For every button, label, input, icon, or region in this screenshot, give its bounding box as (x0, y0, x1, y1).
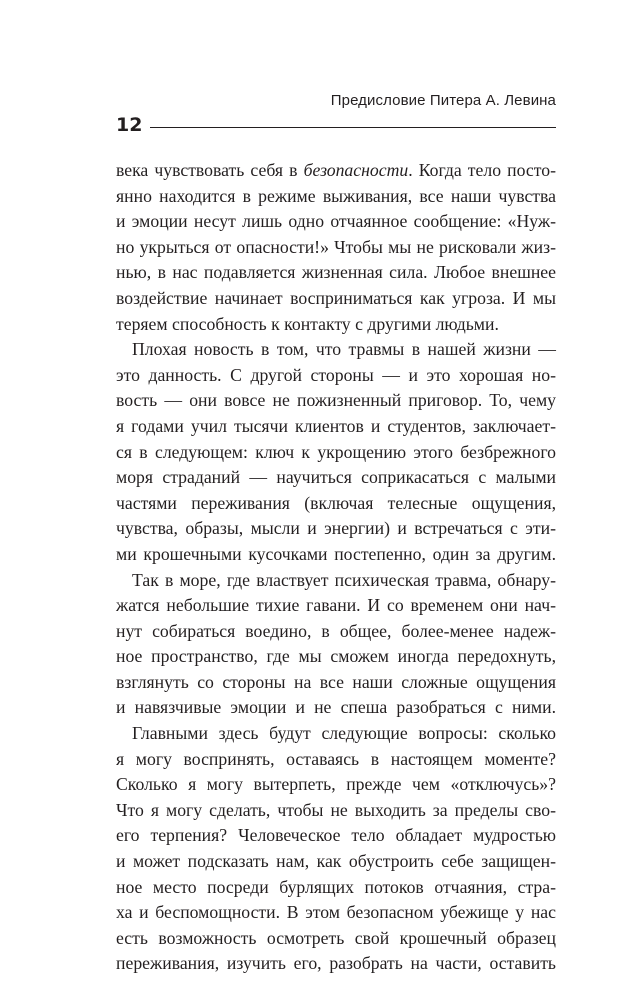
text-line: его терпения? Человеческое тело обладает мудростью (116, 825, 556, 846)
text-line: переживания, изучить его, разобрать на части, оставить (116, 953, 556, 974)
text-line: ха и беспомощности. В этом безопасном убежище у нас (116, 902, 556, 923)
text-line: и может подсказать нам, как обустроить себе защищен- (116, 851, 556, 872)
text-line: есть возможность осмотреть свой крошечный образец (116, 927, 556, 948)
text-line: я годами учил тысячи клиентов и студентов, заключает- (116, 415, 556, 436)
text-line: и навязчивые эмоции и не спеша разобраться с ними. (116, 697, 556, 718)
text-line: вость — они вовсе не пожизненный приговор. То, чему (116, 390, 556, 411)
paragraph (116, 337, 556, 567)
text-line: это данность. С другой стороны — и это хорошая но- (116, 364, 556, 385)
text-line: чувства, образы, мысли и энергии) и встречаться с эти- (116, 518, 556, 539)
paragraph (116, 568, 556, 722)
text-line: нью, в нас подавляется жизненная сила. Любое внешнее (116, 262, 556, 283)
text-line: теряем способность к контакту с другими людьми. (116, 313, 499, 334)
text-line: моря страданий — научиться соприкасаться с малыми (116, 467, 556, 488)
text-line: Так в море, где властвует психическая травма, обнару- (132, 569, 556, 590)
paragraph (116, 158, 556, 337)
text-line: воздействие начинает восприниматься как угроза. И мы (116, 287, 556, 308)
text-line: нут собираться воедино, в общее, более-менее надеж- (116, 620, 556, 641)
text-line: века чувствовать себя в безопасности. Когда тело посто- (116, 160, 556, 180)
text-line: ся в следующем: ключ к укрощению этого безбрежного (116, 441, 556, 462)
paragraph (116, 721, 556, 977)
page-number: 12 (116, 114, 143, 136)
text-line: ное пространство, где мы сможем иногда передохнуть, (116, 646, 556, 667)
text-line: ми крошечными кусочками постепенно, один за другим. (116, 543, 556, 564)
text-line: Что я могу сделать, чтобы не выходить за пределы сво- (116, 799, 556, 820)
text-line: Главными здесь будут следующие вопросы: сколько (132, 723, 556, 744)
header-rule (150, 127, 556, 128)
emphasis: безопасности (303, 160, 409, 180)
text-line: и эмоции несут лишь одно отчаянное сообщение: «Нуж- (116, 211, 556, 232)
text-line: жатся небольшие тихие гавани. И со временем они нач- (116, 595, 556, 616)
text-line: взглянуть со стороны на все наши сложные ощущения (116, 671, 556, 692)
body-text (116, 158, 556, 977)
text-line: Сколько я могу вытерпеть, прежде чем «отключусь»? (116, 774, 556, 795)
text-line: ное место посреди бурлящих потоков отчаяния, стра- (116, 876, 556, 897)
text-line: Плохая новость в том, что травмы в нашей жизни — (132, 339, 556, 360)
text-line: я могу воспринять, оставаясь в настоящем моменте? (116, 748, 556, 769)
text-line: янно находится в режиме выживания, все наши чувства (116, 185, 556, 206)
running-title: Предисловие Питера А. Левина (330, 92, 556, 109)
text-line: частями переживания (включая телесные ощущения, (116, 492, 556, 513)
text-line: но укрыться от опасности!» Чтобы мы не рисковали жиз- (116, 236, 556, 257)
